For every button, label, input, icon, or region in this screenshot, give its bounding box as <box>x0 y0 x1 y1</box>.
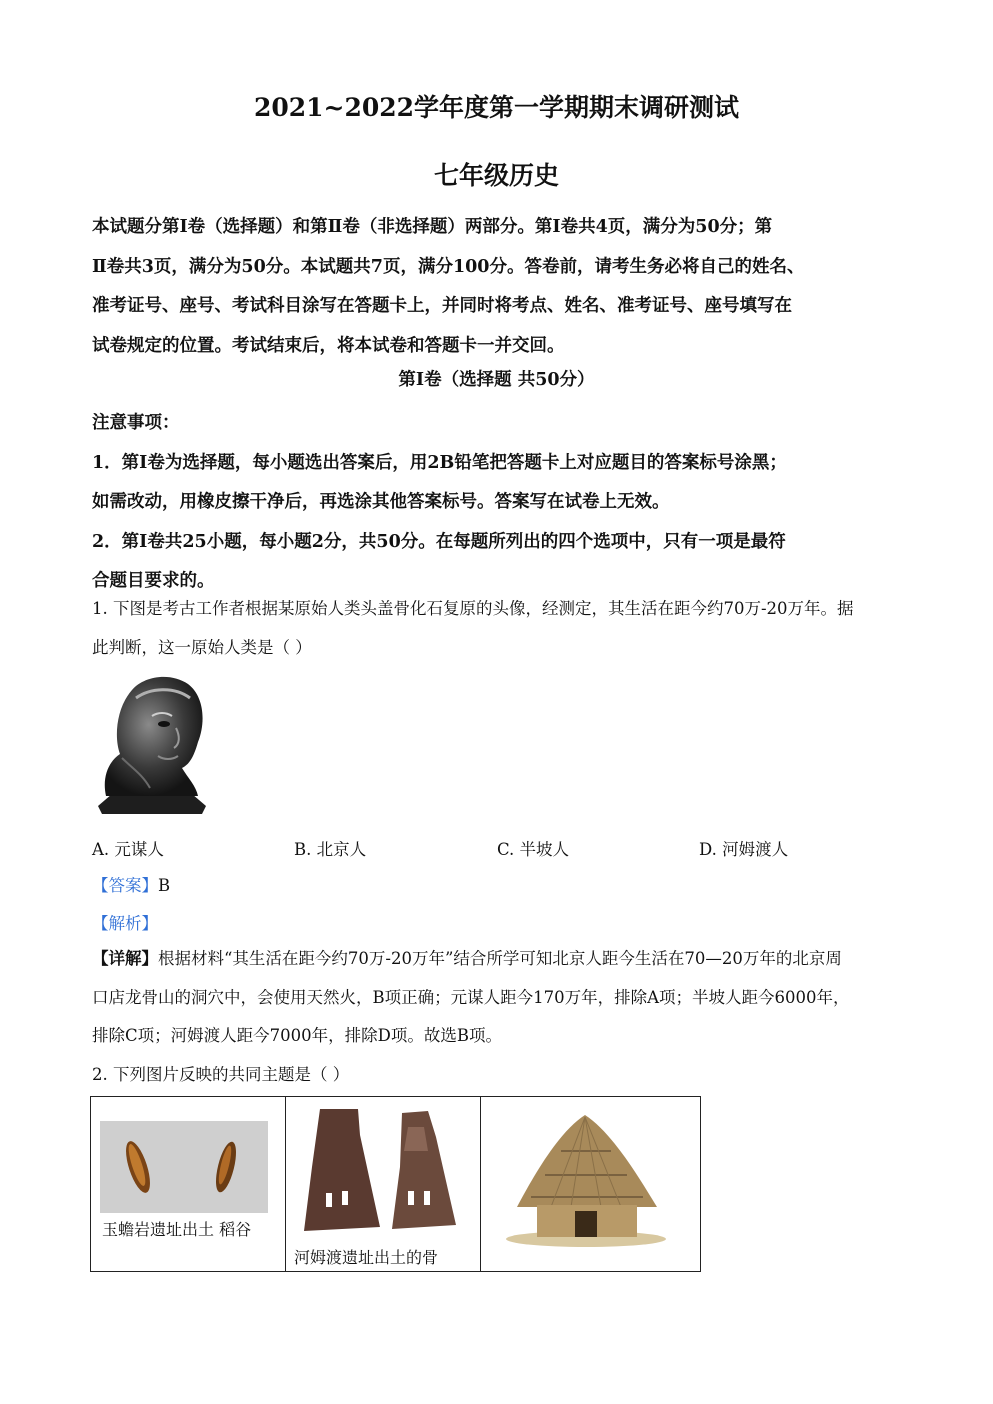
bone-tool-cell <box>286 1097 481 1272</box>
notes-line: 如需改动，用橡皮擦干净后，再选涂其他答案标号。答案写在试卷上无效。 <box>92 492 670 512</box>
question-2-image-table <box>90 1096 701 1272</box>
notes-heading: 注意事项： <box>92 413 180 433</box>
option-c[interactable]: C. 半坡人 <box>497 840 570 859</box>
question-line: 1. 下图是考古工作者根据某原始人类头盖骨化石复原的头像，经测定，其生活在距今约70万-20万年。据 <box>92 599 854 618</box>
section-title: 第Ⅰ卷（选择题 共50分） <box>398 370 595 390</box>
detail-line: 根据材料“其生活在距今约70万-20万年”结合所学可知北京人距今生活在70—20万年的北京周 <box>158 949 842 968</box>
rice-grains-image <box>100 1121 268 1213</box>
question-1-stem <box>92 590 912 667</box>
page-subtitle: 七年级历史 <box>433 161 559 190</box>
question-2-stem: 2. 下列图片反映的共同主题是（ ） <box>92 1065 350 1084</box>
rice-cell <box>91 1097 286 1272</box>
intro-line: 准考证号、座号、考试科目涂写在答题卡上，并同时将考点、姓名、准考证号、座号填写在 <box>92 296 792 316</box>
bone-spade-image <box>296 1107 472 1233</box>
answer-tag: 【答案】 <box>92 876 158 895</box>
hut-cell <box>481 1097 701 1272</box>
bone-tool-caption: 河姆渡遗址出土的骨 <box>294 1248 439 1267</box>
answer-value: B <box>158 876 171 895</box>
analysis-tag: 【解析】 <box>92 914 158 933</box>
option-b[interactable]: B. 北京人 <box>294 840 367 859</box>
intro-line: Ⅱ卷共3页，满分为50分。本试题共7页，满分100分。答卷前，请考生务必将自己的姓名、 <box>92 256 805 277</box>
option-d[interactable]: D. 河姆渡人 <box>699 840 789 859</box>
detail-line: 排除C项；河姆渡人距今7000年，排除D项。故选B项。 <box>92 1026 502 1045</box>
option-a[interactable]: A. 元谋人 <box>92 840 164 859</box>
detail-line: 口店龙骨山的洞穴中，会使用天然火，B项正确；元谋人距今170万年，排除A项；半坡人距今6000年， <box>92 987 850 1007</box>
question-1-options <box>92 836 912 866</box>
notes-line: 合题目要求的。 <box>92 571 215 591</box>
thatched-hut-image <box>501 1111 671 1251</box>
page-title: 2021~2022学年度第一学期期末调研测试 <box>253 93 740 122</box>
intro-paragraph <box>92 208 912 366</box>
intro-line: 本试题分第Ⅰ卷（选择题）和第Ⅱ卷（非选择题）两部分。第Ⅰ卷共4页，满分为50分；第 <box>92 217 773 237</box>
question-line: 此判断，这一原始人类是（ ） <box>92 637 312 657</box>
detail-paragraph <box>92 940 912 1056</box>
answer-line <box>92 872 170 896</box>
intro-line: 试卷规定的位置。考试结束后，将本试卷和答题卡一并交回。 <box>92 335 565 356</box>
detail-tag: 【详解】 <box>92 949 158 968</box>
rice-caption: 玉蟾岩遗址出土 稻谷 <box>102 1220 252 1239</box>
peking-man-bust-image <box>92 668 212 816</box>
notes-line: 1．第Ⅰ卷为选择题，每小题选出答案后，用2B铅笔把答题卡上对应题目的答案标号涂黑； <box>92 452 787 473</box>
notes-line: 2．第Ⅰ卷共25小题，每小题2分，共50分。在每题所列出的四个选项中，只有一项是最符 <box>92 531 786 552</box>
notes-block <box>92 404 912 602</box>
